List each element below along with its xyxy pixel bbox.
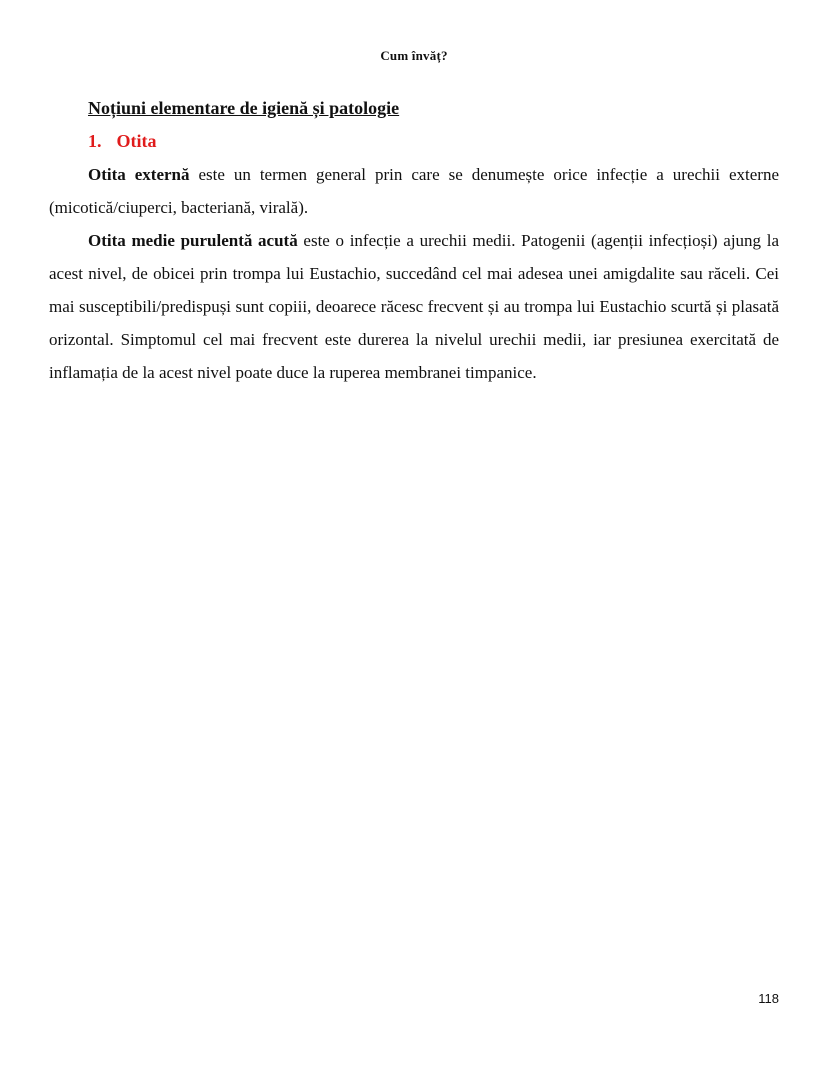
paragraph-otita-medie (49, 224, 779, 389)
term-otita-externa: Otita externă (88, 165, 190, 184)
paragraph-text: este un termen general prin care se denumește orice infecție a urechii externe (micotică/ciuperci, bacteriană, virală). (49, 165, 779, 217)
page-number: 118 (758, 991, 779, 1006)
item-heading (88, 125, 779, 158)
item-title: Otita (116, 131, 157, 151)
term-otita-medie: Otita medie purulentă acută (88, 231, 298, 250)
item-number: 1. (88, 131, 102, 151)
section-title: Noțiuni elementare de igienă și patologie (88, 98, 400, 118)
page-body (49, 92, 779, 389)
running-header: Cum învăț? (380, 48, 448, 63)
paragraph-otita-externa (49, 158, 779, 224)
paragraph-text: este o infecție a urechii medii. Patogenii (agenții infecțioși) ajung la acest nivel, de obicei prin trompa lui Eustachio, succedând cel mai adesea unei amigdalite sau răceli. Cei mai susceptibili/predispuși sunt copiii, deoarece răcesc frecvent și au trompa lui Eustachio scurtă și plasată orizontal. Simptomul cel mai frecvent este durerea la nivelul urechii medii, iar presiunea exercitată de inflamația de la acest nivel poate duce la ruperea membranei timpanice. (49, 231, 779, 382)
